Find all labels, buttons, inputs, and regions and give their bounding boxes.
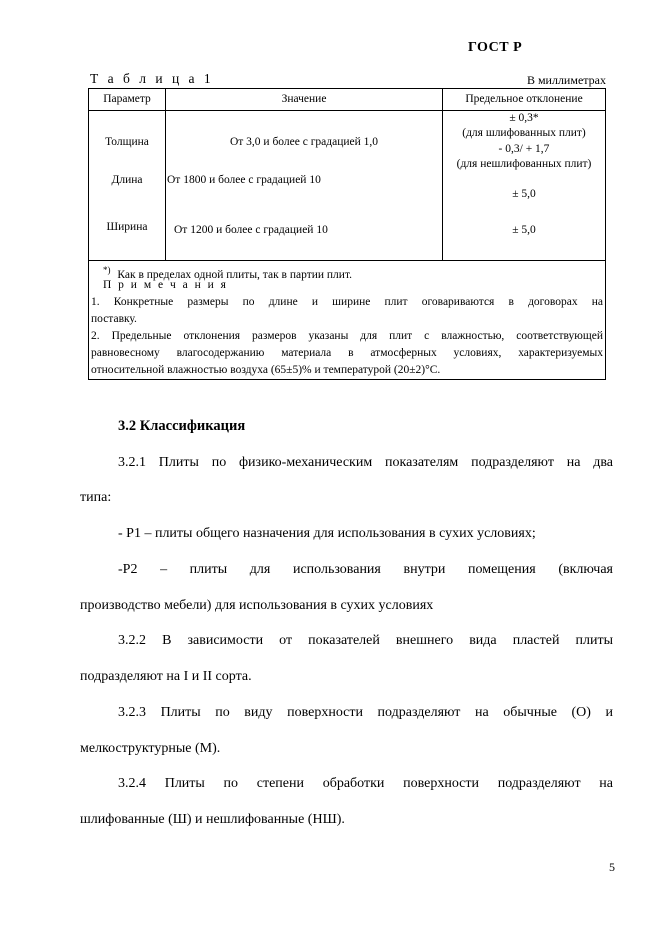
dimensions-table (88, 88, 606, 380)
row-width-value: От 1200 и более с градацией 10 (174, 224, 328, 236)
table-notes-divider (89, 260, 605, 261)
note-1-line-1: 1. Конкретные размеры по длине и ширине плит оговариваются в договорах на (91, 296, 603, 308)
footnote-mark: *) (103, 265, 111, 275)
row-width-param: Ширина (106, 221, 148, 233)
row-thickness-dev-2: (для шлифованных плит) (462, 127, 586, 139)
para-3-2-4-line-1: 3.2.4 Плиты по степени обработки поверхности подразделяют на (118, 776, 613, 791)
notes-title: П р и м е ч а н и я (103, 279, 228, 291)
para-p1-type: - Р1 – плиты общего назначения для использования в сухих условиях; (118, 526, 536, 541)
para-3-2-4-line-2: шлифованные (Ш) и нешлифованные (НШ). (80, 812, 345, 827)
note-2-line-3: относительной влажностью воздуха (65±5)% и температурой (20±2)°С. (91, 364, 441, 376)
row-length-param: Длина (111, 174, 143, 186)
row-thickness-dev-4: (для нешлифованных плит) (456, 158, 592, 170)
para-3-2-1-line-1: 3.2.1 Плиты по физико-механическим показателям подразделяют на два (118, 455, 613, 470)
note-2-line-1: 2. Предельные отклонения размеров указаны для плит с влажностью, соответствующей (91, 330, 603, 342)
para-p2-type-line-2: производство мебели) для использования в сухих условиях (80, 598, 434, 613)
note-2-line-2: равновесному влагосодержанию материала в атмосферных условиях, характеризуемых (91, 347, 603, 359)
footnote-text: Как в пределах одной плиты, так в партии плит. (117, 268, 352, 281)
header-parameter: Параметр (103, 93, 151, 105)
page-number: 5 (609, 860, 615, 874)
table-units: В миллиметрах (526, 73, 606, 87)
row-length-value: От 1800 и более с градацией 10 (167, 174, 321, 186)
row-thickness-dev-1: ± 0,3* (509, 112, 539, 124)
header-value: Значение (281, 93, 327, 105)
para-3-2-1-line-2: типа: (80, 490, 112, 505)
header-deviation: Предельное отклонение (465, 93, 583, 105)
para-3-2-2-line-2: подразделяют на I и II сорта. (80, 669, 252, 684)
row-thickness-param: Толщина (105, 136, 149, 148)
table-col-divider-1 (165, 89, 166, 260)
row-width-dev: ± 5,0 (512, 224, 536, 236)
standard-header: ГОСТ Р (468, 40, 523, 55)
para-3-2-2-line-1: 3.2.2 В зависимости от показателей внешнего вида пластей плиты (118, 633, 613, 648)
table-header-divider (89, 110, 605, 111)
row-length-dev: ± 5,0 (512, 188, 536, 200)
section-title: 3.2 Классификация (118, 418, 246, 434)
para-p2-type-line-1: -Р2 – плиты для использования внутри помещения (включая (118, 562, 613, 577)
note-1-line-2: поставку. (91, 313, 137, 325)
para-3-2-3-line-2: мелкоструктурные (М). (80, 741, 221, 756)
table-caption: Т а б л и ц а 1 (90, 71, 214, 86)
row-thickness-dev-3: - 0,3/ + 1,7 (498, 143, 550, 155)
para-3-2-3-line-1: 3.2.3 Плиты по виду поверхности подразделяют на обычные (О) и (118, 705, 613, 720)
row-thickness-value: От 3,0 и более с градацией 1,0 (229, 136, 379, 148)
